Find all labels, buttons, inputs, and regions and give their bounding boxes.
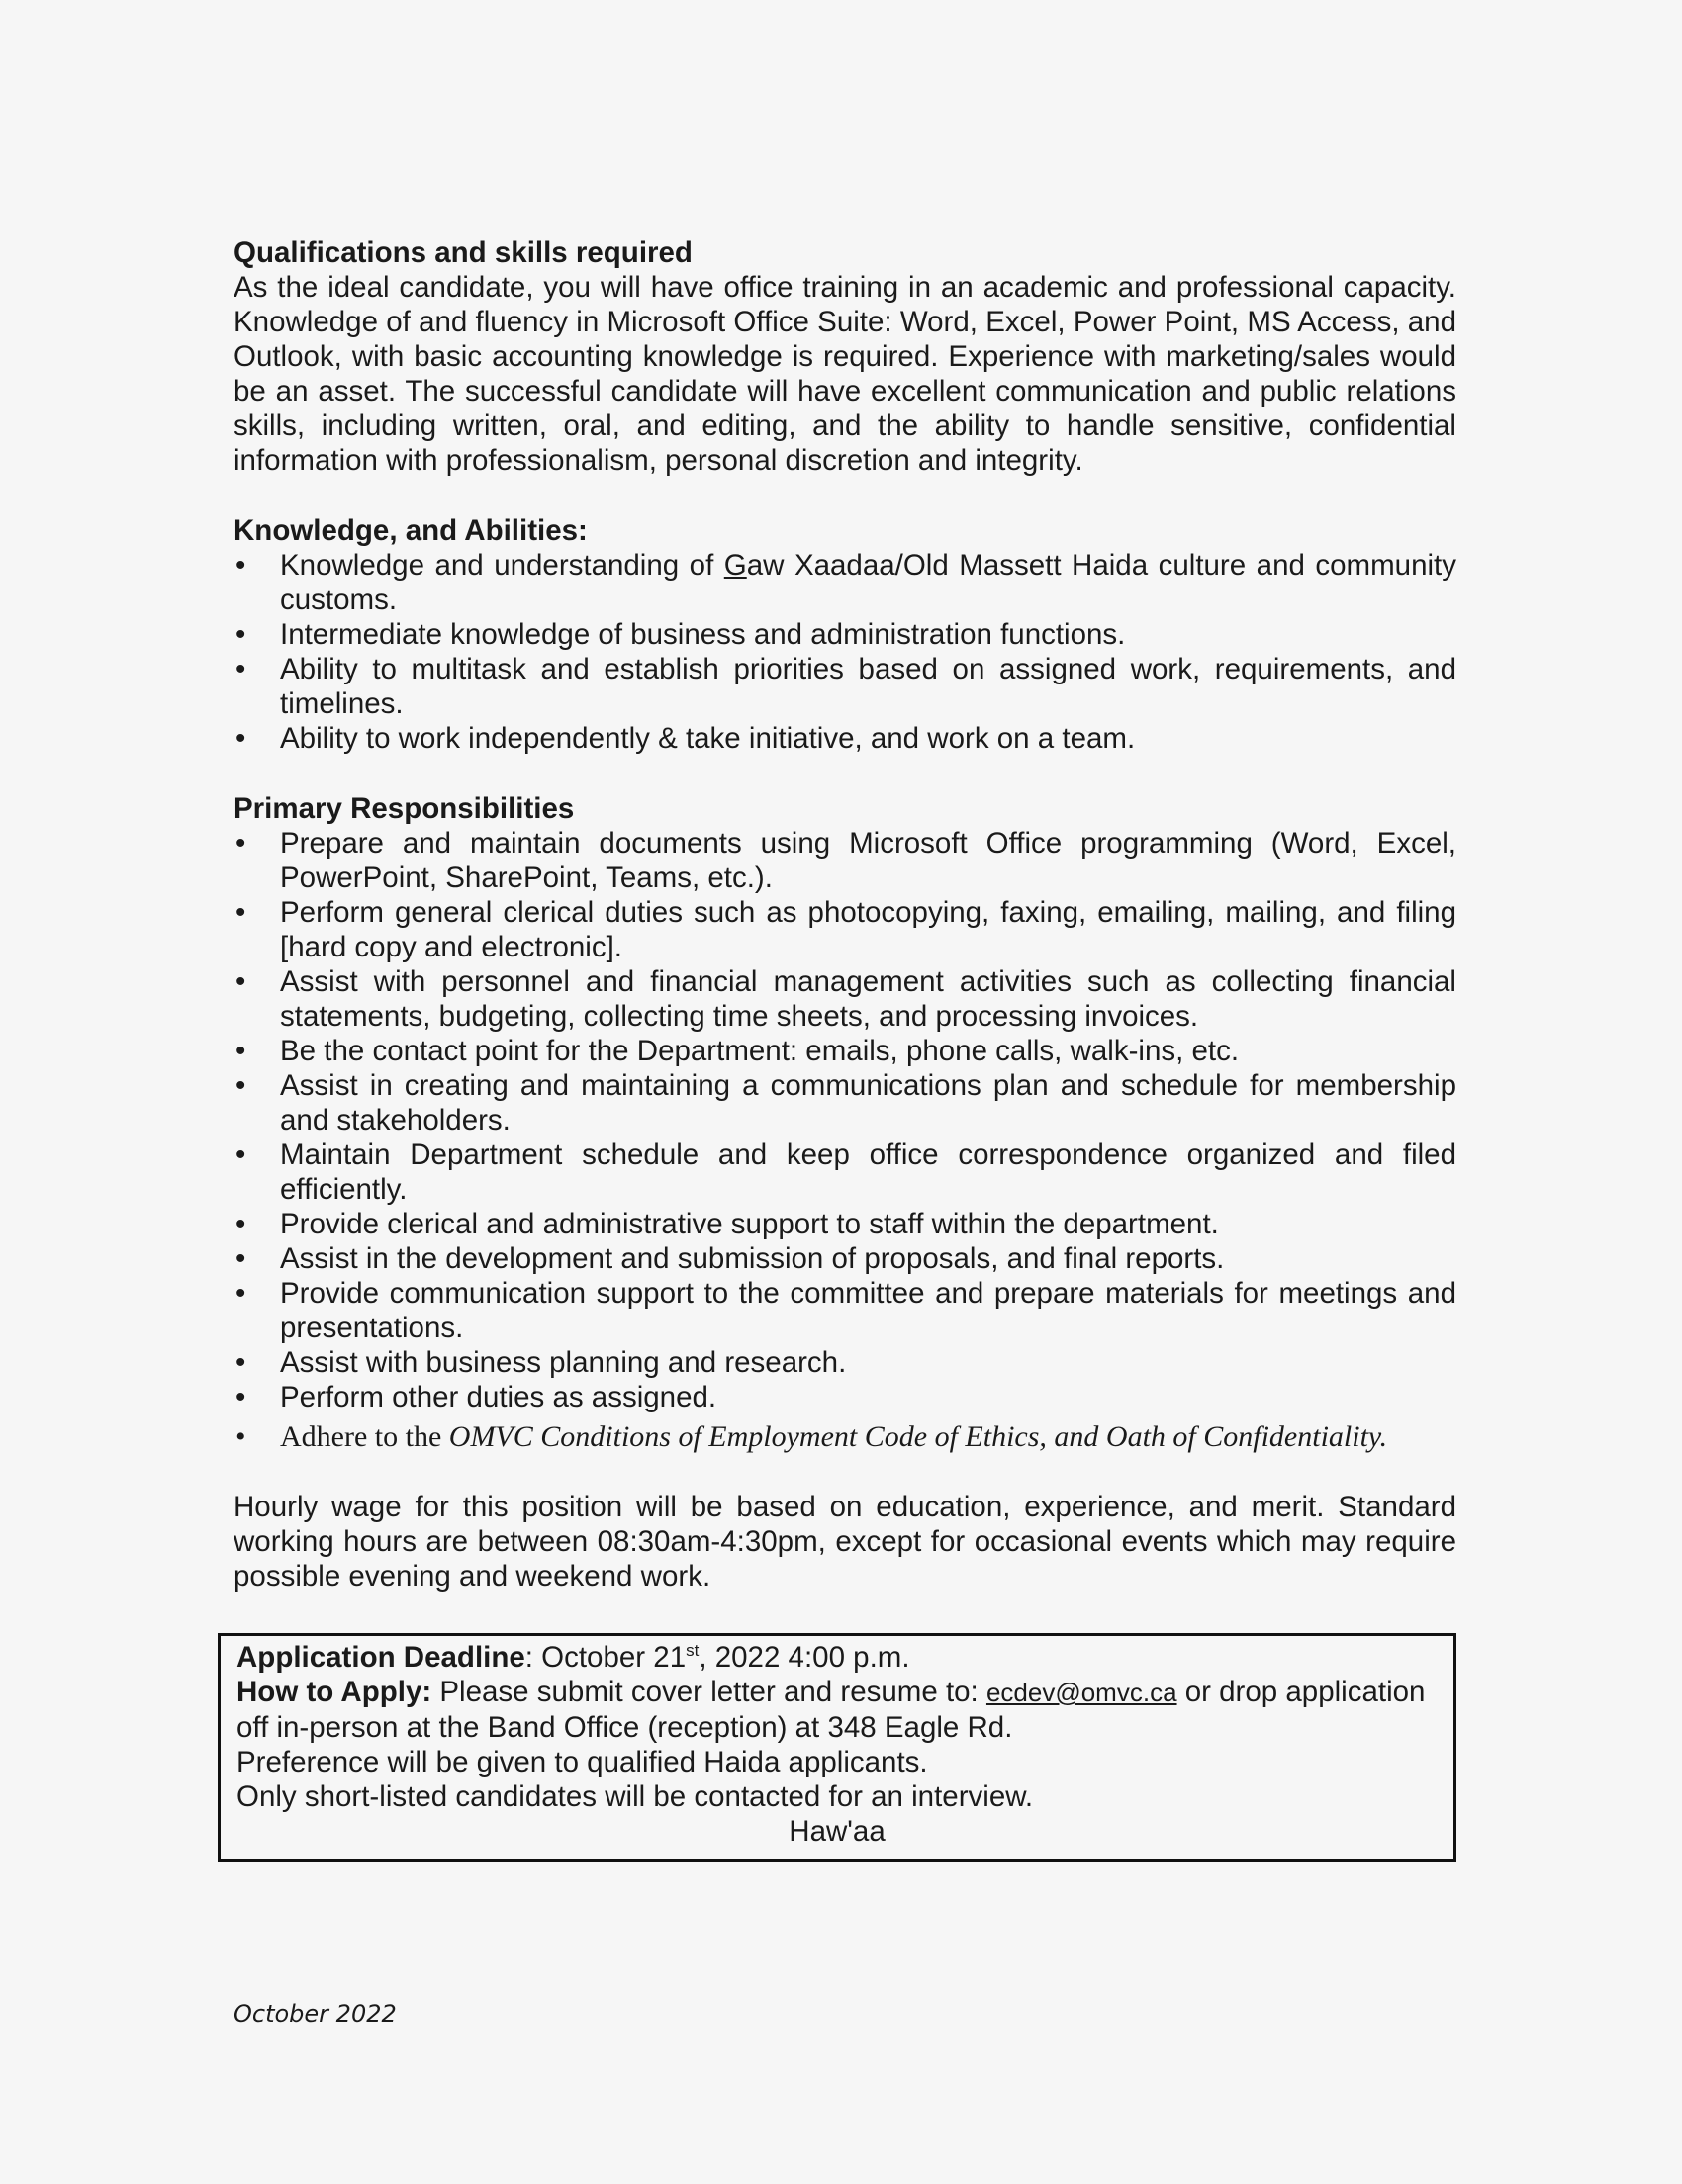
list-item xyxy=(234,1068,1456,1138)
knowledge-item-text: Ability to multitask and establish priorities based on assigned work, requirements, and timelines. xyxy=(280,653,1456,720)
knowledge-list xyxy=(234,548,1456,756)
deadline-suffix: st xyxy=(686,1641,700,1661)
deadline-line xyxy=(236,1640,1438,1675)
list-item xyxy=(234,721,1456,756)
how-to-apply-label: How to Apply: xyxy=(236,1676,432,1708)
knowledge-item-underlined-letter: G xyxy=(723,549,747,582)
how-to-apply-line xyxy=(236,1675,1438,1745)
bullet-icon: • xyxy=(235,722,246,755)
responsibility-text: Provide clerical and administrative support to staff within the department. xyxy=(280,1208,1219,1240)
responsibilities-list xyxy=(234,826,1456,1454)
email-link[interactable]: ecdev@omvc.ca xyxy=(985,1678,1177,1707)
bullet-icon: • xyxy=(235,1346,246,1379)
responsibility-text: Assist in the development and submission of proposals, and final reports. xyxy=(280,1242,1225,1275)
list-item xyxy=(234,1138,1456,1207)
list-item xyxy=(234,1419,1456,1454)
qualifications-text: As the ideal candidate, you will have office training in an academic and professional capacity. Knowledge of and fluency in Microsoft Office Suite: Word, Excel, Power Point, MS Access, and Outlook, with basic accounting knowledge is required. Experience with marketing/sales would be an asset. The successful candidate will have excellent communication and public relations skills, including written, oral, and editing, and the ability to handle sensitive, confidential information with professionalism, personal discretion and integrity. xyxy=(234,271,1456,477)
qualifications-section xyxy=(234,235,1456,478)
list-item xyxy=(234,1380,1456,1414)
list-item xyxy=(234,1241,1456,1276)
how-to-apply-text-2: or drop application off in-person at the Band Office (reception) at 348 Eagle Rd. xyxy=(236,1676,1426,1744)
closing-line: Haw'aa xyxy=(789,1815,886,1848)
knowledge-item-text-start: Knowledge and understanding of xyxy=(280,549,724,582)
knowledge-section xyxy=(234,513,1456,756)
bullet-icon: • xyxy=(235,827,246,860)
application-box xyxy=(218,1633,1456,1862)
knowledge-item-text: Ability to work independently & take initiative, and work on a team. xyxy=(280,722,1136,755)
bullet-icon: • xyxy=(235,1242,246,1275)
bullet-icon: • xyxy=(235,896,246,929)
list-item xyxy=(234,652,1456,721)
bullet-icon: • xyxy=(235,965,246,998)
responsibility-text: Prepare and maintain documents using Microsoft Office programming (Word, Excel, PowerPoint, SharePoint, Teams, etc.). xyxy=(280,827,1456,894)
responsibility-text: Perform other duties as assigned. xyxy=(280,1381,717,1413)
list-item xyxy=(234,1207,1456,1241)
bullet-icon: • xyxy=(235,549,246,582)
knowledge-item-text-end: aw Xaadaa/Old Massett Haida culture and community customs. xyxy=(280,549,1456,616)
deadline-day: : October 21 xyxy=(524,1641,687,1674)
bullet-icon: • xyxy=(235,1035,246,1067)
knowledge-item-text: Intermediate knowledge of business and administration functions. xyxy=(280,618,1126,651)
knowledge-heading: Knowledge, and Abilities: xyxy=(234,514,588,547)
bullet-icon: • xyxy=(235,1208,246,1240)
list-item xyxy=(234,1276,1456,1345)
bullet-icon: • xyxy=(235,653,246,685)
bullet-icon: • xyxy=(235,618,246,651)
bullet-icon: • xyxy=(235,1277,246,1310)
responsibility-text: Maintain Department schedule and keep office correspondence organized and filed efficiently. xyxy=(280,1138,1456,1206)
qualifications-heading: Qualifications and skills required xyxy=(234,236,693,269)
responsibility-text: Assist in creating and maintaining a communications plan and schedule for membership and stakeholders. xyxy=(280,1069,1456,1137)
how-to-apply-text: Please submit cover letter and resume to: xyxy=(431,1676,986,1708)
responsibility-text: Assist with business planning and research. xyxy=(280,1346,847,1379)
responsibility-text: Assist with personnel and financial management activities such as collecting financial statements, budgeting, collecting time sheets, and processing invoices. xyxy=(280,965,1456,1033)
responsibilities-section xyxy=(234,791,1456,1454)
responsibility-text: Be the contact point for the Department: emails, phone calls, walk-ins, etc. xyxy=(280,1035,1240,1067)
ethics-item-italic: OMVC Conditions of Employment Code of Ethics, and Oath of Confidentiality. xyxy=(448,1420,1388,1453)
list-item xyxy=(234,548,1456,617)
bullet-icon: • xyxy=(235,1138,246,1171)
wage-paragraph: Hourly wage for this position will be based on education, experience, and merit. Standard working hours are between 08:30am-4:30pm, except for occasional events which may require possible evening and weekend work. xyxy=(234,1491,1456,1592)
list-item xyxy=(234,617,1456,652)
ethics-item-text: Adhere to the xyxy=(280,1420,449,1453)
list-item xyxy=(234,1345,1456,1380)
bullet-icon: • xyxy=(235,1069,246,1102)
list-item xyxy=(234,1034,1456,1068)
list-item xyxy=(234,895,1456,964)
responsibility-text: Perform general clerical duties such as photocopying, faxing, emailing, mailing, and filing [hard copy and electronic]. xyxy=(280,896,1456,963)
list-item xyxy=(234,826,1456,895)
document-body xyxy=(234,235,1456,1862)
shortlist-line: Only short-listed candidates will be contacted for an interview. xyxy=(236,1780,1034,1813)
responsibility-text: Provide communication support to the committee and prepare materials for meetings and presentations. xyxy=(280,1277,1456,1344)
bullet-icon: • xyxy=(235,1420,246,1453)
list-item xyxy=(234,964,1456,1034)
responsibilities-heading: Primary Responsibilities xyxy=(234,792,575,825)
deadline-label: Application Deadline xyxy=(236,1641,525,1674)
bullet-icon: • xyxy=(235,1381,246,1413)
preference-line: Preference will be given to qualified Haida applicants. xyxy=(236,1746,928,1778)
footer-date: October 2022 xyxy=(234,2000,397,2028)
deadline-rest: , 2022 4:00 p.m. xyxy=(699,1641,910,1674)
